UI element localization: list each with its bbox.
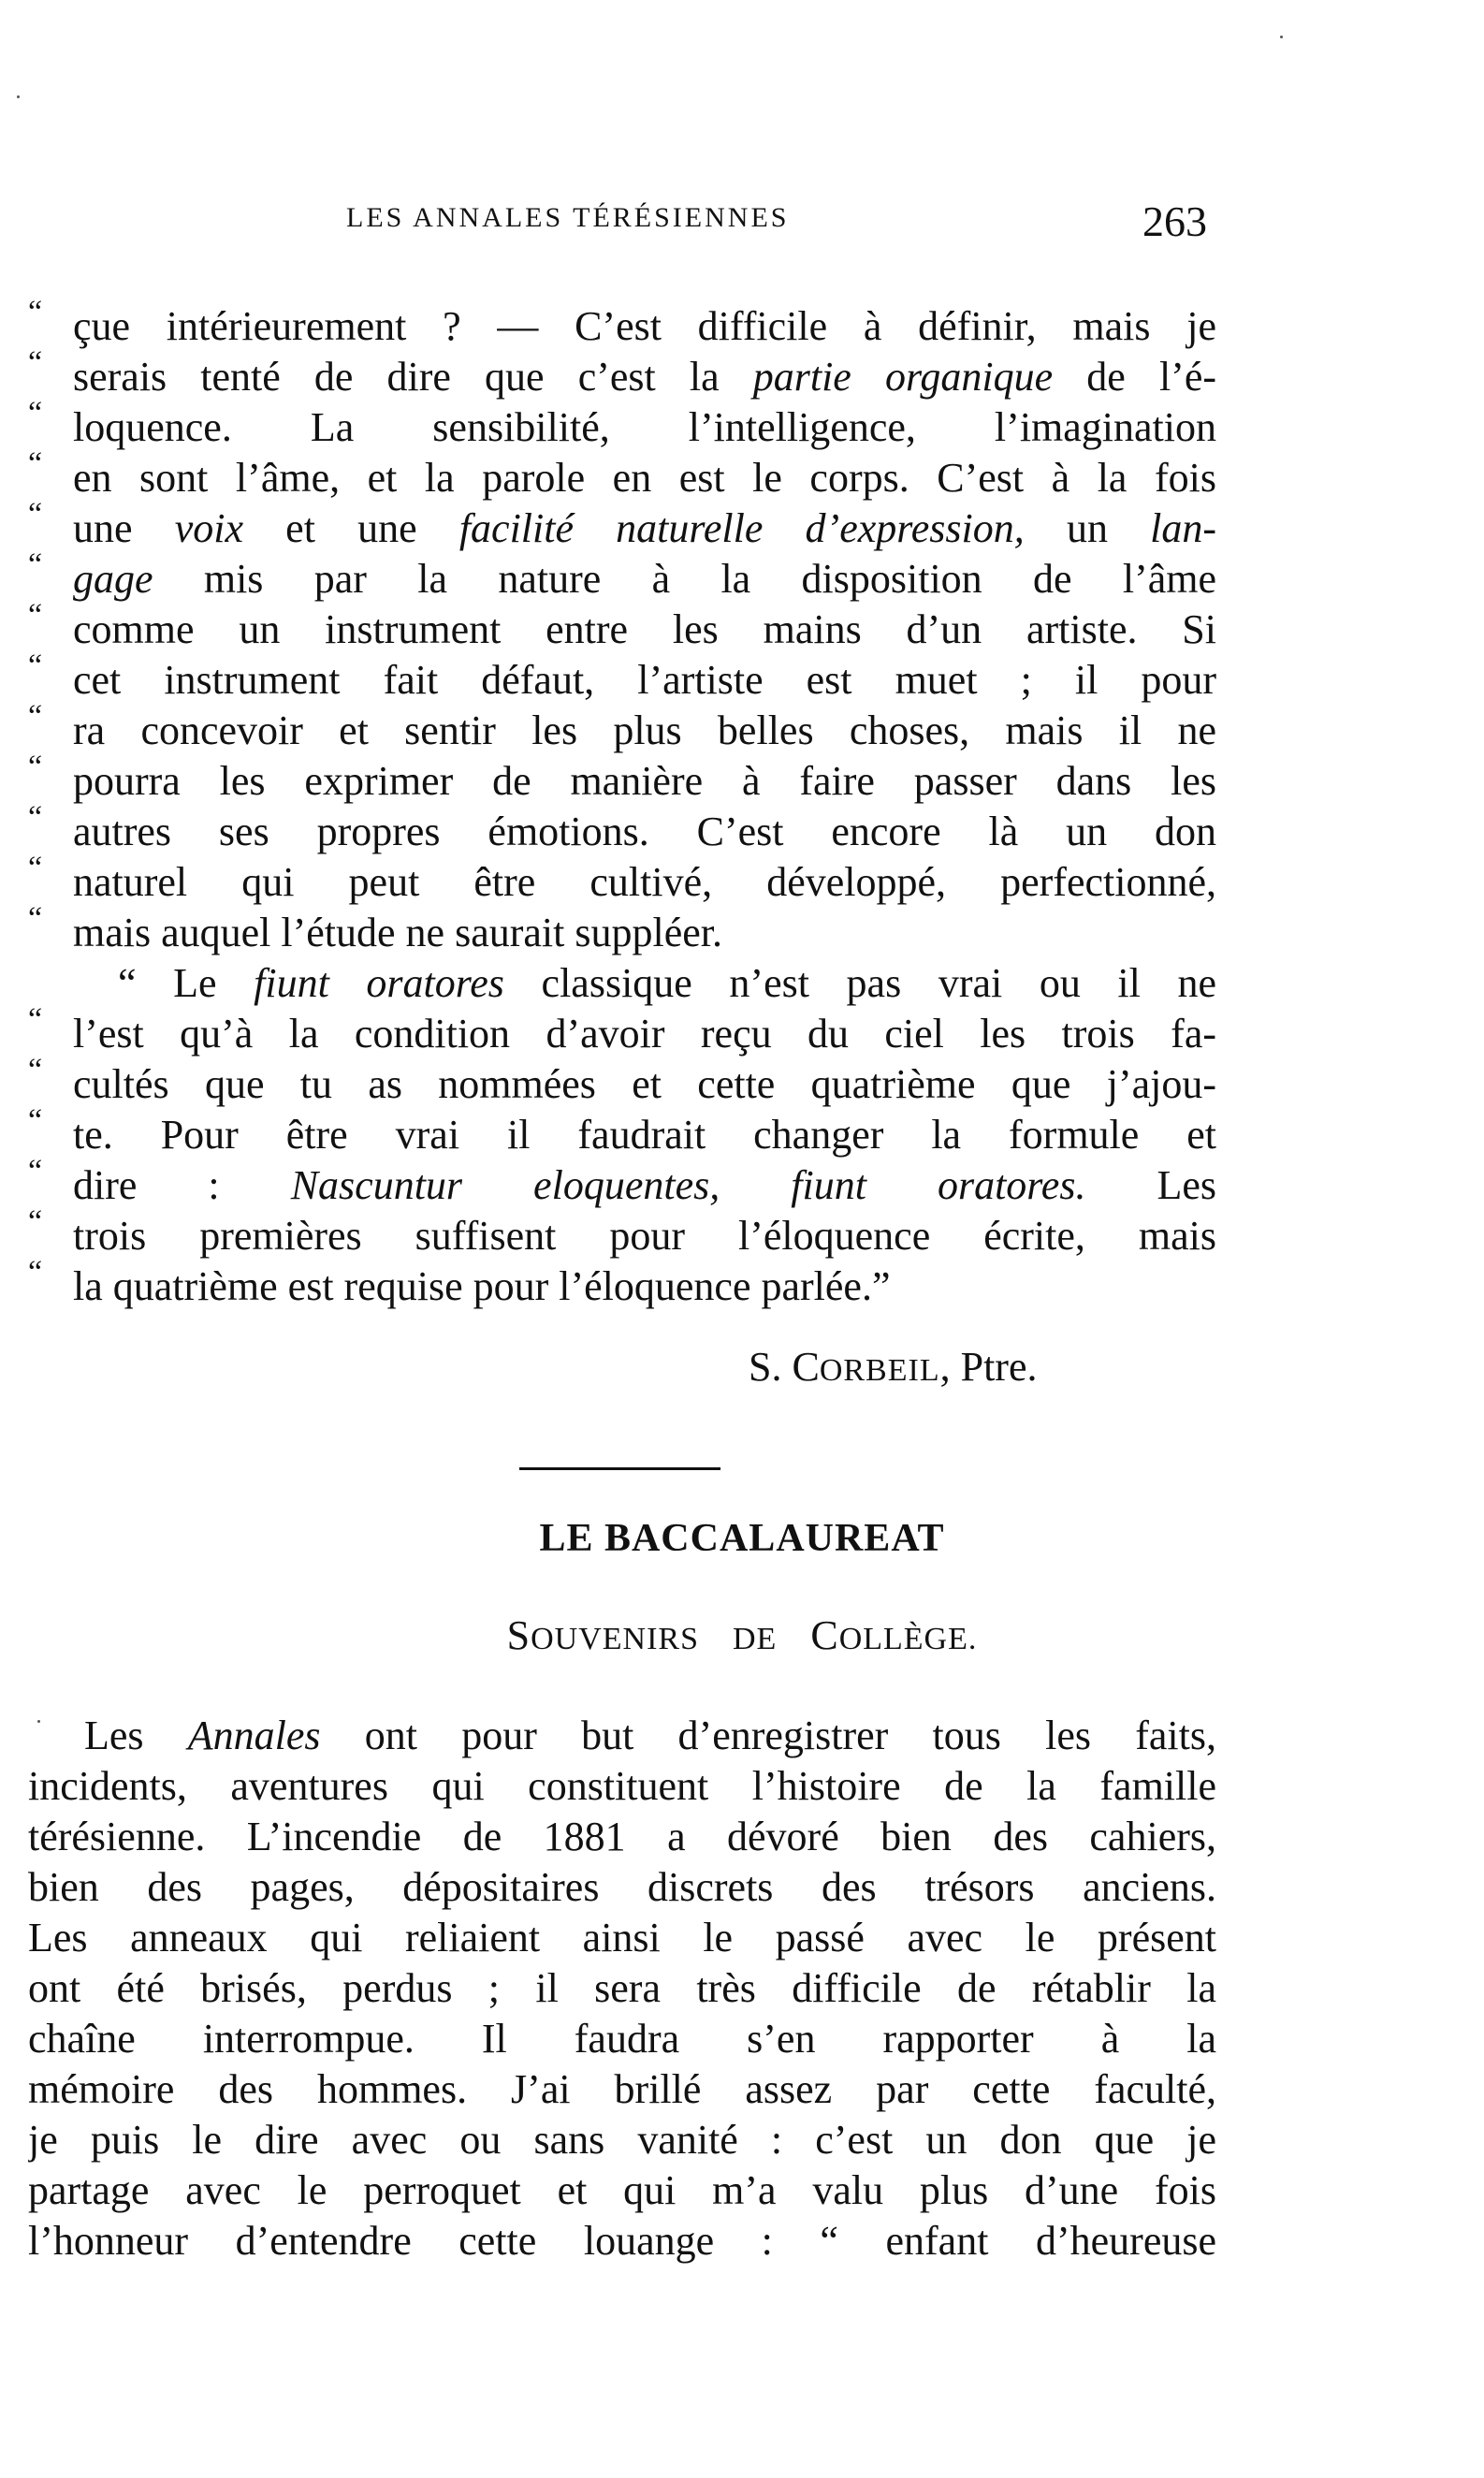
text-line xyxy=(28,1862,1216,1913)
line-text xyxy=(73,756,1216,807)
text-line xyxy=(28,2216,1216,2267)
text-run: Les xyxy=(1085,1162,1216,1208)
line-text xyxy=(73,503,1216,554)
text-run: naturel qui peut être cultivé, développé, perfectionné, xyxy=(73,859,1216,905)
quote-mark: “ xyxy=(28,1154,43,1188)
quote-mark: “ xyxy=(28,1204,43,1239)
text-run: mis par la nature à la disposition de l’âme xyxy=(153,556,1216,602)
text-run: Les anneaux qui reliaient ainsi le passé avec le présent xyxy=(28,1915,1216,1961)
line-text xyxy=(28,1862,1216,1913)
quote-mark: “ xyxy=(28,1002,43,1037)
paper-speck xyxy=(37,1720,40,1723)
text-run: en sont l’âme, et la parole en est le corps. C’est à la fois xyxy=(73,455,1216,501)
line-text xyxy=(28,1812,1216,1862)
line-text xyxy=(28,1963,1216,2014)
quote-mark: “ xyxy=(28,901,43,936)
italic-phrase: fiunt oratores xyxy=(254,960,504,1006)
line-text xyxy=(28,1913,1216,1963)
text-run: partage avec le perroquet et qui m’a valu plus d’une fois xyxy=(28,2167,1216,2213)
line-text xyxy=(73,908,1216,958)
quote-mark: “ xyxy=(28,295,43,329)
text-run: classique n’est pas vrai ou il ne xyxy=(503,960,1216,1006)
text-run: mais auquel l’étude ne saurait suppléer. xyxy=(73,910,722,955)
body-paragraph xyxy=(28,1711,1216,2267)
text-run: térésienne. L’incendie de 1881 a dévoré bien des cahiers, xyxy=(28,1814,1216,1859)
italic-phrase: partie organique xyxy=(752,354,1054,400)
line-text xyxy=(28,2115,1216,2165)
text-run: cet instrument fait défaut, l’artiste est muet ; il pour xyxy=(73,657,1216,703)
text-line xyxy=(28,901,1216,958)
line-text xyxy=(73,706,1216,756)
text-line xyxy=(28,649,1216,706)
text-line xyxy=(28,345,1216,402)
quote-mark: “ xyxy=(28,345,43,380)
text-line xyxy=(28,800,1216,857)
quote-mark: “ xyxy=(28,851,43,885)
text-run: je puis le dire avec ou sans vanité : c’est un don que je xyxy=(28,2117,1216,2163)
line-text xyxy=(73,605,1216,655)
line-text xyxy=(73,1261,1216,1312)
text-run: un xyxy=(1024,505,1151,551)
italic-phrase: voix xyxy=(174,505,243,551)
quote-mark: “ xyxy=(28,497,43,532)
subtitle-word-1: SOUVENIRS xyxy=(506,1612,699,1658)
quote-mark: “ xyxy=(28,547,43,582)
line-text xyxy=(73,301,1216,352)
signature: S. CORBEIL, Ptre. xyxy=(749,1344,1038,1390)
text-line xyxy=(28,1204,1216,1261)
line-text xyxy=(73,807,1216,857)
text-run: autres ses propres émotions. C’est encore là un don xyxy=(73,809,1216,854)
line-text xyxy=(73,352,1216,402)
line-text xyxy=(73,857,1216,908)
quote-mark: “ xyxy=(28,1053,43,1087)
italic-phrase: Annales xyxy=(187,1713,321,1758)
italic-phrase: lan- xyxy=(1150,505,1216,551)
line-text xyxy=(84,1711,1216,1761)
text-run: loquence. La sensibilité, l’intelligence, l’imagination xyxy=(73,404,1216,450)
text-line xyxy=(28,2064,1216,2115)
subtitle-word-2: DE xyxy=(733,1622,778,1656)
text-line xyxy=(28,547,1216,605)
text-line xyxy=(28,1255,1216,1312)
running-head xyxy=(346,197,1207,253)
line-text xyxy=(73,1211,1216,1261)
text-run: et une xyxy=(243,505,459,551)
paper-speck xyxy=(1280,36,1283,38)
text-run: la quatrième est requise pour l’éloquence parlée.” xyxy=(73,1263,891,1309)
line-text xyxy=(73,1110,1216,1160)
text-line xyxy=(28,1963,1216,2014)
running-title: LES ANNALES TÉRÉSIENNES xyxy=(346,202,790,233)
text-run: pourra les exprimer de manière à faire passer dans les xyxy=(73,758,1216,804)
text-line xyxy=(28,699,1216,756)
quote-mark: “ xyxy=(28,396,43,430)
text-line xyxy=(28,2014,1216,2064)
line-text xyxy=(73,1059,1216,1110)
text-line xyxy=(28,1812,1216,1862)
text-run: trois premières suffisent pour l’éloquence écrite, mais xyxy=(73,1213,1216,1259)
text-line xyxy=(28,598,1216,655)
section-title: LE BACCALAUREAT xyxy=(539,1517,945,1560)
line-text xyxy=(28,2165,1216,2216)
line-text xyxy=(28,2216,1216,2267)
text-line xyxy=(28,750,1216,807)
paper-speck xyxy=(17,95,20,98)
quote-mark: “ xyxy=(28,699,43,734)
section-subtitle xyxy=(0,1611,1484,1659)
quote-mark: “ xyxy=(28,1255,43,1290)
text-line xyxy=(28,1053,1216,1110)
text-run: incidents, aventures qui constituent l’histoire de la famille xyxy=(28,1763,1216,1809)
line-text xyxy=(73,655,1216,706)
text-line xyxy=(28,1761,1216,1812)
quoted-passage xyxy=(28,295,1216,1312)
text-run: serais tenté de dire que c’est la xyxy=(73,354,753,400)
text-run: dire : xyxy=(73,1162,291,1208)
quote-mark: “ xyxy=(28,1103,43,1138)
line-text xyxy=(73,1009,1216,1059)
text-line xyxy=(28,396,1216,453)
text-run: bien des pages, dépositaires discrets des trésors anciens. xyxy=(28,1864,1216,1910)
line-text xyxy=(28,2064,1216,2115)
text-run: l’est qu’à la condition d’avoir reçu du ciel les trois fa- xyxy=(73,1011,1216,1057)
text-run: comme un instrument entre les mains d’un artiste. Si xyxy=(73,606,1216,652)
line-text xyxy=(73,402,1216,453)
text-run: une xyxy=(73,505,175,551)
quote-mark: “ xyxy=(28,446,43,481)
line-text xyxy=(118,958,1216,1009)
text-run: “ Le xyxy=(118,960,255,1006)
quote-mark: “ xyxy=(28,750,43,784)
italic-phrase: facilité naturelle d’expression, xyxy=(458,505,1025,551)
quote-mark: “ xyxy=(28,800,43,835)
text-line xyxy=(28,1913,1216,1963)
quote-mark: “ xyxy=(28,598,43,633)
text-line xyxy=(28,295,1216,352)
line-text xyxy=(73,554,1216,605)
text-line xyxy=(28,1002,1216,1059)
quote-mark: “ xyxy=(28,649,43,683)
text-run: ont été brisés, perdus ; il sera très difficile de rétablir la xyxy=(28,1965,1216,2011)
text-run: Les xyxy=(84,1713,188,1758)
text-line xyxy=(28,1154,1216,1211)
text-line xyxy=(28,497,1216,554)
text-run: ont pour but d’enregistrer tous les faits, xyxy=(320,1713,1216,1758)
text-line xyxy=(28,1103,1216,1160)
text-line xyxy=(28,851,1216,908)
line-text xyxy=(73,453,1216,503)
text-run: l’honneur d’entendre cette louange : “ enfant d’heureuse xyxy=(28,2218,1216,2264)
section-divider xyxy=(519,1467,720,1470)
text-run: ra concevoir et sentir les plus belles choses, mais il ne xyxy=(73,707,1216,753)
text-line xyxy=(28,446,1216,503)
text-line xyxy=(28,958,1216,1009)
text-line xyxy=(28,2165,1216,2216)
text-run: chaîne interrompue. Il faudra s’en rapporter à la xyxy=(28,2016,1216,2062)
text-line xyxy=(28,2115,1216,2165)
italic-phrase: gage xyxy=(73,556,153,602)
line-text xyxy=(28,2014,1216,2064)
text-line xyxy=(28,1711,1216,1761)
page-number: 263 xyxy=(1142,197,1207,245)
subtitle-word-3: COLLÈGE. xyxy=(810,1612,978,1658)
text-run: cultés que tu as nommées et cette quatrième que j’ajou- xyxy=(73,1061,1216,1107)
text-run: de l’é- xyxy=(1053,354,1216,400)
line-text xyxy=(73,1160,1216,1211)
line-text xyxy=(28,1761,1216,1812)
text-run: mémoire des hommes. J’ai brillé assez par cette faculté, xyxy=(28,2066,1216,2112)
italic-phrase: Nascuntur eloquentes, fiunt oratores. xyxy=(290,1162,1086,1208)
text-run: te. Pour être vrai il faudrait changer la formule et xyxy=(73,1112,1216,1158)
text-run: çue intérieurement ? — C’est difficile à définir, mais je xyxy=(73,303,1216,349)
